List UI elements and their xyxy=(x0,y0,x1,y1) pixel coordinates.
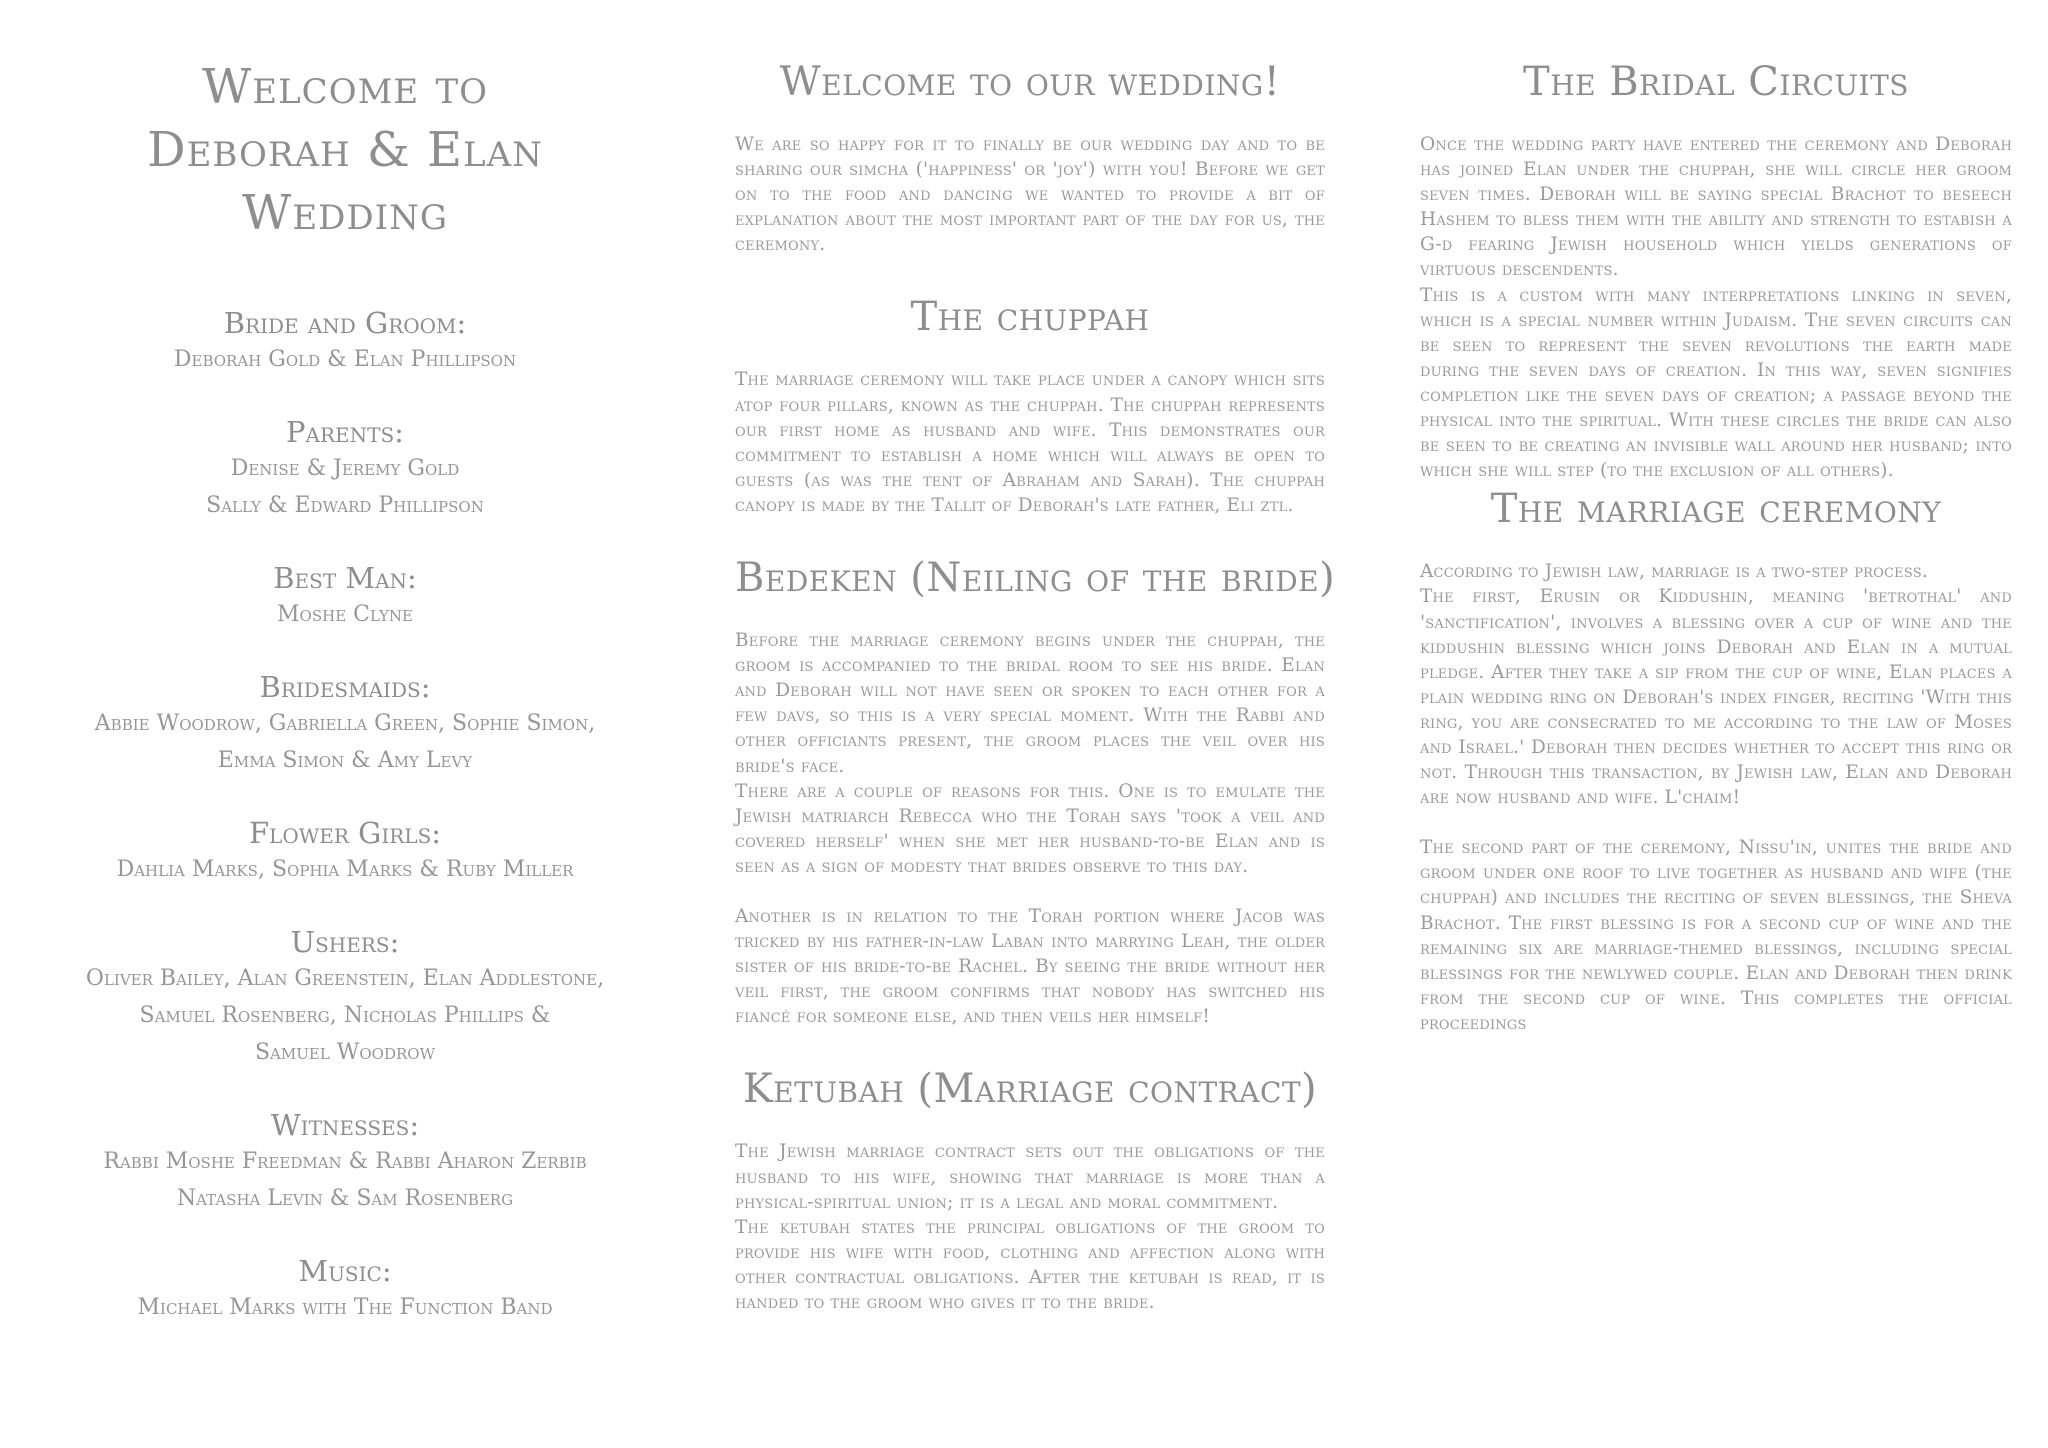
role-best-man xyxy=(40,560,650,633)
section-title: The chuppah xyxy=(910,294,1150,341)
role-ushers xyxy=(40,924,650,1071)
section-paragraph: This is a custom with many interpretations linking in seven, which is a special number within Judaism. The seven circuits can be seen to represent the seven revolutions the earth made during the seven days of creation. In this way, seven signifies completion like the seven days of creation; a passage beyond the physical into the spiritual. With these circles the bride can also be seen to be creating an invisible wall around her husband; into which she will step (to the exclusion of all others). xyxy=(1420,284,2012,482)
role-names: Deborah Gold & Elan Phillipson xyxy=(173,347,517,372)
middle-column xyxy=(735,56,1336,1315)
role-bridesmaids xyxy=(40,669,650,779)
role-title: Bride and Groom: xyxy=(223,306,467,340)
role-music xyxy=(40,1253,650,1326)
role-names: Abbie Woodrow, Gabriella Green, Sophie Simon, xyxy=(94,711,596,736)
role-names: Moshe Clyne xyxy=(277,602,413,627)
title-line: Deborah & Elan xyxy=(147,122,543,178)
section-paragraph: We are so happy for it to finally be our wedding day and to be sharing our simcha ('happiness' or 'joy') with you! Before we get on to the food and dancing we wanted to provide a bit of explanation about the most important part of the day for us, the ceremony. xyxy=(735,134,1325,256)
role-title: Ushers: xyxy=(290,925,400,959)
title-line: Welcome to xyxy=(201,59,489,115)
section-paragraph: The Jewish marriage contract sets out the obligations of the husband to his wife, showing that marriage is more than a physical-spiritual union; it is a legal and moral commitment. xyxy=(735,1141,1325,1213)
role-names: Natasha Levin & Sam Rosenberg xyxy=(176,1186,514,1211)
page-title xyxy=(40,56,650,245)
right-column xyxy=(1420,56,2012,1036)
marriage-ceremony-section xyxy=(1420,483,2012,1036)
role-names: Dahlia Marks, Sophia Marks & Ruby Miller xyxy=(116,857,574,882)
role-names: Samuel Woodrow xyxy=(254,1040,436,1065)
ketubah-section xyxy=(735,1063,1325,1315)
section-title: Ketubah (Marriage contract) xyxy=(742,1066,1318,1113)
role-title: Best Man: xyxy=(273,561,417,595)
section-title: The marriage ceremony xyxy=(1490,486,1942,533)
role-flower-girls xyxy=(40,815,650,888)
section-title: The Bridal Circuits xyxy=(1523,59,1909,105)
section-paragraph: According to Jewish law, marriage is a two-step process. xyxy=(1420,561,1928,583)
role-names: Denise & Jeremy Gold xyxy=(230,456,460,481)
wedding-party-list xyxy=(40,305,650,1326)
section-title: Welcome to our wedding! xyxy=(779,59,1281,105)
section-title: Bedeken (Neiling of the bride) xyxy=(735,555,1336,602)
section-paragraph: The marriage ceremony will take place under a canopy which sits atop four pillars, known as the chuppah. The chuppah represents our first home as husband and wife. This demonstrates our commitment to establish a home which will always be open to guests (as was the tent of Abraham and Sarah). The chuppah canopy is made by the Tallit of Deborah's late father, Eli ztl. xyxy=(735,369,1325,516)
section-paragraph: There are a couple of reasons for this. One is to emulate the Jewish matriarch Rebecca who the Torah says 'took a veil and covered herself' when she met her husband-to-be Elan and is seen as a sign of modesty that brides observe to this day. xyxy=(735,780,1325,877)
role-title: Bridesmaids: xyxy=(259,670,431,704)
bedeken-section xyxy=(735,552,1336,1029)
role-title: Flower Girls: xyxy=(248,816,442,850)
role-names: Sally & Edward Phillipson xyxy=(206,493,484,518)
section-paragraph: The ketubah states the principal obligations of the groom to provide his wife with food, clothing and affection along with other contractual obligations. After the ketubah is read, it is handed to the groom who gives it to the bride. xyxy=(735,1216,1325,1313)
section-paragraph: Once the wedding party have entered the ceremony and Deborah has joined Elan under the chuppah, she will circle her groom seven times. Deborah will be saying special Brachot to beseech Hashem to bless them with the ability and strength to estabish a G-d fearing Jewish household which yields generations of virtuous descendents. xyxy=(1420,134,2012,281)
role-bride-and-groom xyxy=(40,305,650,378)
section-paragraph: The second part of the ceremony, Nissu'in, unites the bride and groom under one roof to live together as husband and wife (the chuppah) and includes the reciting of seven blessings, the Sheva Brachot. The first blessing is for a second cup of wine and the remaining six are marriage-themed blessings, including special blessings for the newlywed couple. Elan and Deborah then drink from the second cup of wine. This completes the official proceedings xyxy=(1420,837,2012,1034)
role-names: Rabbi Moshe Freedman & Rabbi Aharon Zerbib xyxy=(103,1149,587,1174)
role-parents xyxy=(40,414,650,524)
chuppah-section xyxy=(735,291,1325,518)
left-column xyxy=(40,56,650,1362)
section-paragraph: The first, Erusin or Kiddushin, meaning 'betrothal' and 'sanctification', involves a blessing over a cup of wine and the kiddushin blessing which joins Deborah and Elan in a mutual pledge. After they take a sip from the cup of wine, Elan places a plain wedding ring on Deborah's index finger, reciting 'With this ring, you are consecrated to me according to the law of Moses and Israel.' Deborah then decides whether to accept this ring or not. Through this transaction, by Jewish law, Elan and Deborah are now husband and wife. L'chaim! xyxy=(1420,586,2012,809)
section-paragraph: Another is in relation to the Torah portion where Jacob was tricked by his father-in-law Laban into marrying Leah, the older sister of his bride-to-be Rachel. By seeing the bride without her veil first, the groom confirms that nobody has switched his fiancé for someone else, and then veils her himself! xyxy=(735,905,1325,1028)
role-names: Samuel Rosenberg, Nicholas Phillips & xyxy=(139,1003,551,1028)
role-names: Oliver Bailey, Alan Greenstein, Elan Addlestone, xyxy=(85,966,605,991)
title-line: Wedding xyxy=(241,185,448,241)
role-names: Emma Simon & Amy Levy xyxy=(217,748,473,773)
role-title: Parents: xyxy=(286,415,404,449)
bridal-circuits-section xyxy=(1420,56,2012,483)
role-title: Witnesses: xyxy=(270,1108,420,1142)
role-title: Music: xyxy=(298,1254,392,1288)
welcome-section xyxy=(735,56,1325,257)
role-witnesses xyxy=(40,1107,650,1217)
role-names: Michael Marks with The Function Band xyxy=(137,1295,553,1320)
section-paragraph: Before the marriage ceremony begins under the chuppah, the groom is accompanied to the bridal room to see his bride. Elan and Deborah will not have seen or spoken to each other for a few davs, so this is a very special moment. With the Rabbi and other officiants present, the groom places the veil over his bride's face. xyxy=(735,630,1325,777)
